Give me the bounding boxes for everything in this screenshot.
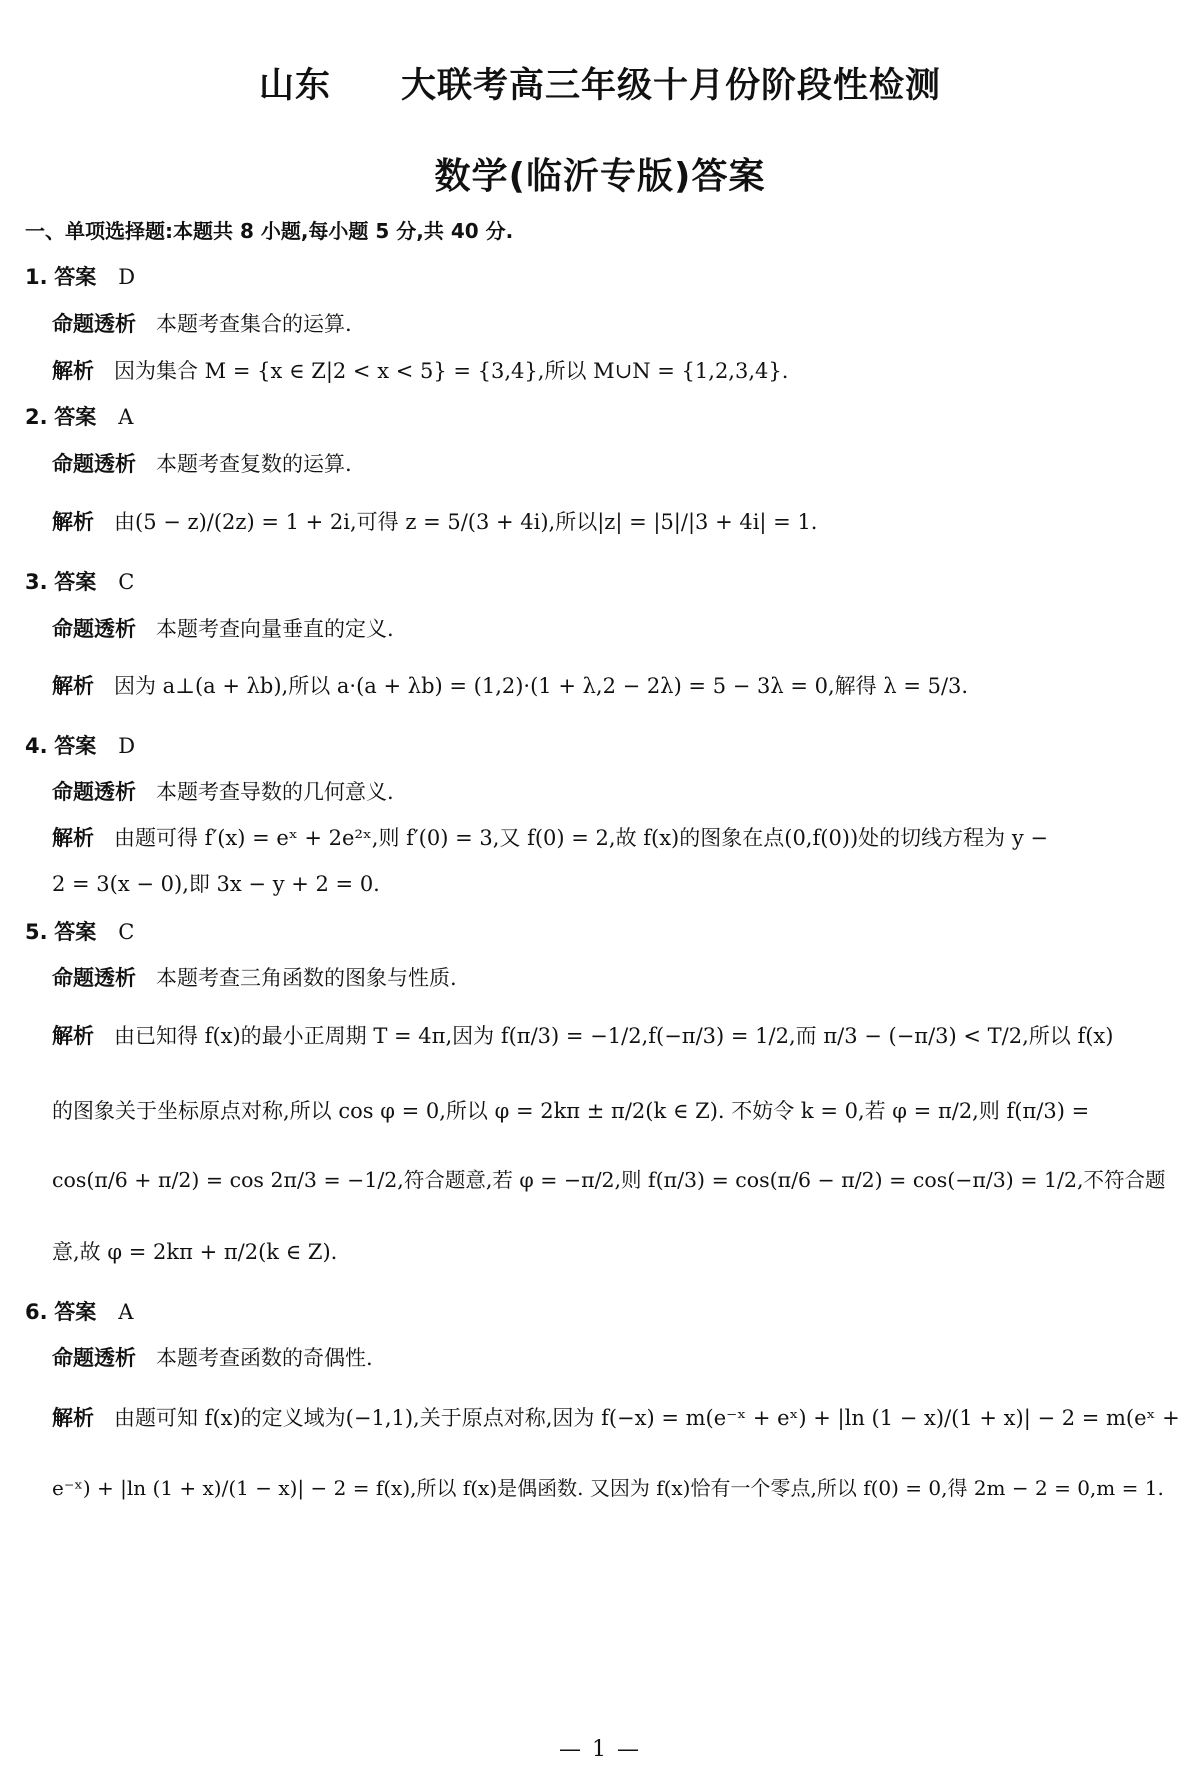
title-region: 山东 [258,66,331,106]
title-exam-name: 大联考高三年级十月份阶段性检测 [401,66,942,106]
document-title [0,58,1200,108]
insight-line-3: 命题透析 本题考查向量垂直的定义. [52,617,394,641]
analysis-line-5-cont-3: 意,故 φ = 2kπ + π/2(k ∈ Z). [52,1240,338,1264]
answer-line-1: 1. 答案 D [25,265,136,289]
section-heading: 一、单项选择题:本题共 8 小题,每小题 5 分,共 40 分. [25,219,514,243]
analysis-line-5-cont-2: cos(π/6 + π/2) = cos 2π/3 = −1/2,符合题意,若 φ = −π/2,则 f(π/3) = cos(π/6 − π/2) = cos(−π/3) = 1/2,不符合题 [52,1168,1166,1192]
answer-line-5: 5. 答案 C [25,920,135,944]
analysis-line-2: 解析 由(5 − z)/(2z) = 1 + 2i,可得 z = 5/(3 + 4i),所以|z| = |5|/|3 + 4i| = 1. [52,510,818,534]
answer-line-6: 6. 答案 A [25,1300,134,1324]
answer-line-2: 2. 答案 A [25,405,134,429]
answer-value: C [118,920,135,944]
insight-line-1: 命题透析 本题考查集合的运算. [52,312,352,336]
answer-value: D [118,265,136,289]
answer-line-4: 4. 答案 D [25,734,136,758]
analysis-line-6-cont: e⁻ˣ) + |ln (1 + x)/(1 − x)| − 2 = f(x),所以 f(x)是偶函数. 又因为 f(x)恰有一个零点,所以 f(0) = 0,得 2m − 2 = 0,m = 1. [52,1476,1164,1500]
analysis-line-5: 解析 由已知得 f(x)的最小正周期 T = 4π,因为 f(π/3) = −1/2,f(−π/3) = 1/2,而 π/3 − (−π/3) < T/2,所以 f(x) [52,1024,1114,1048]
analysis-line-3: 解析 因为 a⊥(a + λb),所以 a·(a + λb) = (1,2)·(1 + λ,2 − 2λ) = 5 − 3λ = 0,解得 λ = 5/3. [52,674,969,698]
insight-line-4: 命题透析 本题考查导数的几何意义. [52,780,394,804]
analysis-line-6: 解析 由题可知 f(x)的定义域为(−1,1),关于原点对称,因为 f(−x) = m(e⁻ˣ + eˣ) + |ln (1 − x)/(1 + x)| − 2 = m(eˣ + [52,1406,1180,1430]
insight-line-2: 命题透析 本题考查复数的运算. [52,452,352,476]
insight-line-5: 命题透析 本题考查三角函数的图象与性质. [52,966,457,990]
answer-line-3: 3. 答案 C [25,570,135,594]
answer-value: D [118,734,136,758]
analysis-line-1: 解析 因为集合 M = {x ∈ Z|2 < x < 5} = {3,4},所以 M∪N = {1,2,3,4}. [52,359,789,383]
answer-value: C [118,570,135,594]
page-number: — 1 — [559,1737,641,1762]
insight-line-6: 命题透析 本题考查函数的奇偶性. [52,1346,373,1370]
answer-value: A [118,1300,134,1324]
analysis-line-4-cont: 2 = 3(x − 0),即 3x − y + 2 = 0. [52,872,380,896]
document-subtitle: 数学(临沂专版)答案 [434,156,766,197]
analysis-line-4: 解析 由题可得 f′(x) = eˣ + 2e²ˣ,则 f′(0) = 3,又 f(0) = 2,故 f(x)的图象在点(0,f(0))处的切线方程为 y − [52,826,1048,850]
analysis-line-5-cont-1: 的图象关于坐标原点对称,所以 cos φ = 0,所以 φ = 2kπ ± π/2(k ∈ Z). 不妨令 k = 0,若 φ = π/2,则 f(π/3) = [52,1099,1090,1123]
answer-value: A [118,405,134,429]
